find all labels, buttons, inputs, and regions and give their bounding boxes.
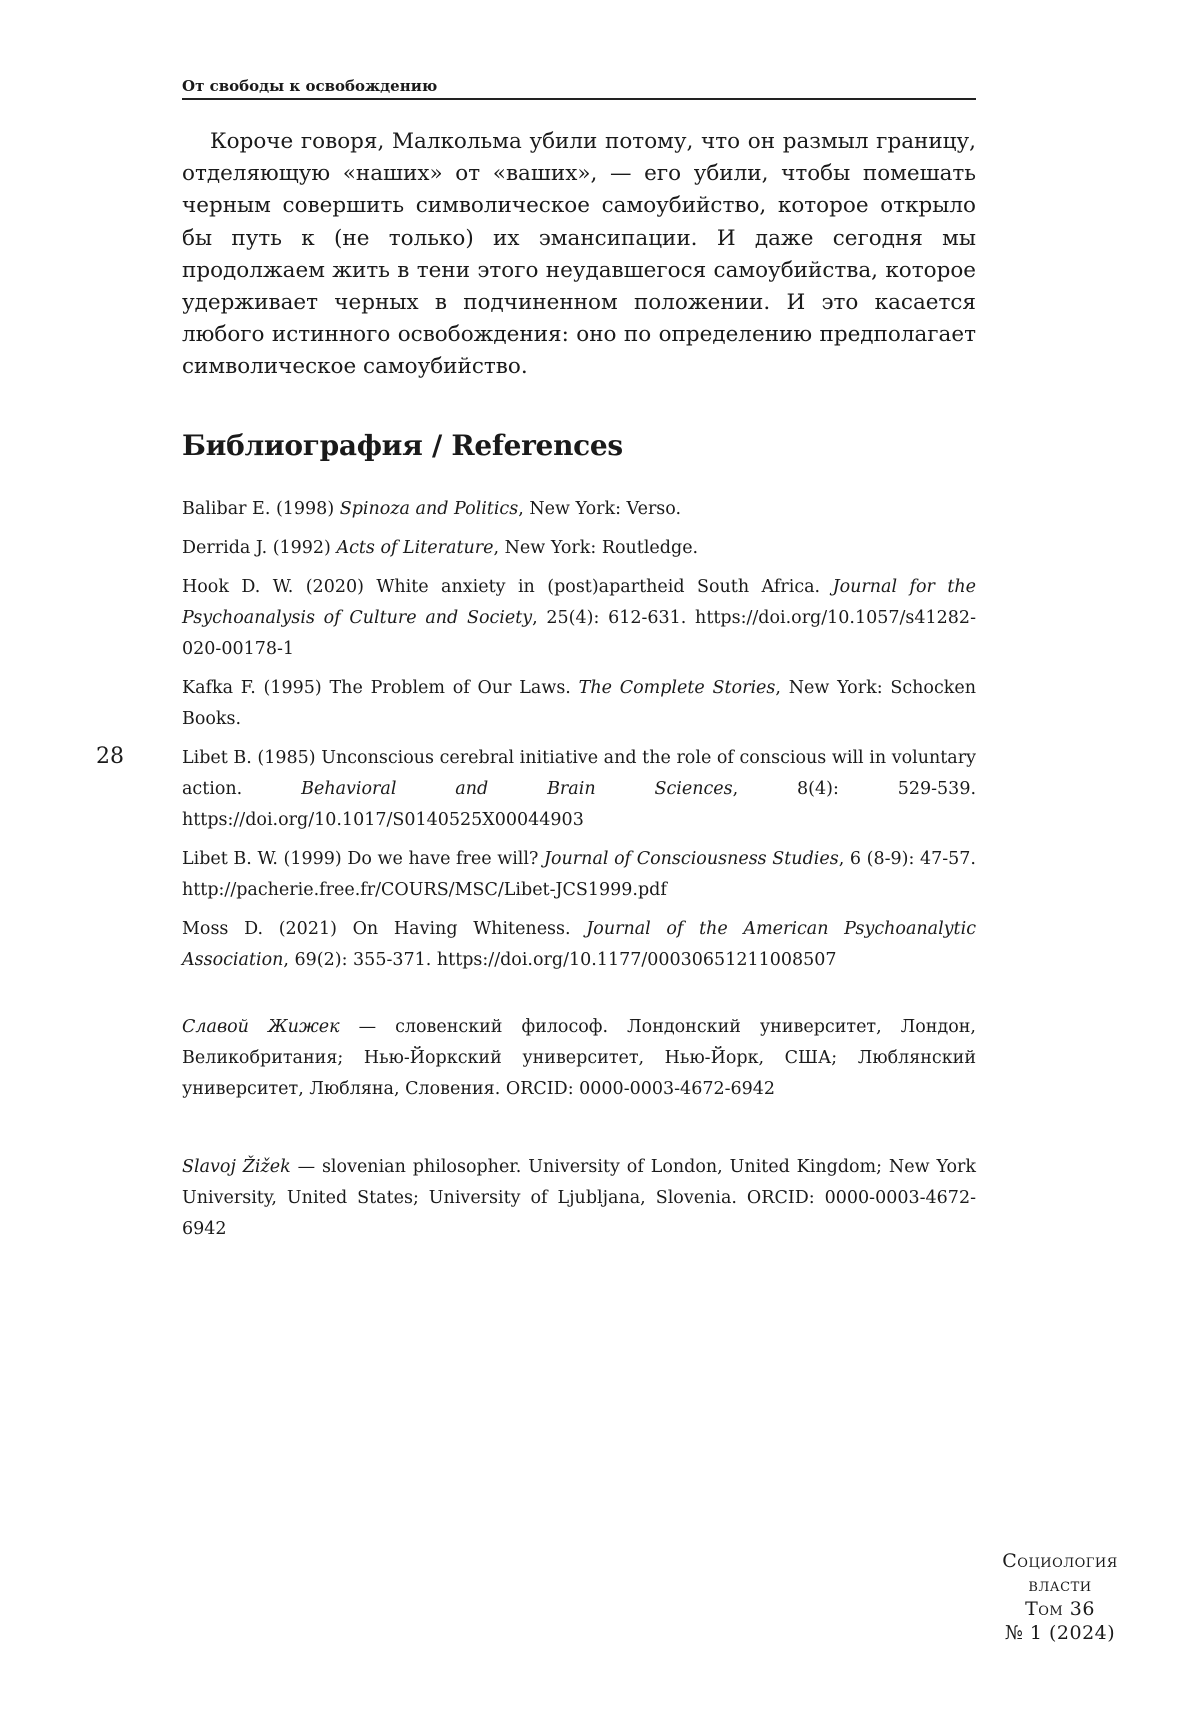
author-name-ru: Славой Жижек [182, 1017, 340, 1037]
page-number: 28 [96, 744, 124, 769]
journal-volume: Том 36 [1025, 1598, 1095, 1620]
author-name-en: Slavoj Žižek [182, 1157, 291, 1177]
body-paragraph: Короче говоря, Малкольма убили потому, что он размыл границу, отделяющую «наших» от «ваших», — его убили, чтобы помешать черным совершить символическое самоубийство, которое открыло бы путь к (не только) их эмансипации. И даже сегодня мы продолжаем жить в тени этого неудавшегося самоубийства, которое удерживает черных в подчиненном положении. И это касается любого истинного освобождения: оно по определению предполагает символическое самоубийство. [182, 129, 976, 380]
journal-title: Социология [1002, 1550, 1118, 1572]
reference-list [182, 494, 976, 984]
reference-item: Libet B. W. (1999) Do we have free will? Journal of Consciousness Studies, 6 (8-9): 47-57. http://pacherie.free.fr/COURS/MSC/Libet-JCS1999.pdf [182, 849, 976, 900]
author-info-ru: Славой Жижек — словенский философ. Лондонский университет, Лондон, Великобритания; Нью-Йоркский университет, Нью-Йорк, США; Люблянский университет, Любляна, Словения. ORCID: 0000-0003-4672-6942 [182, 1017, 976, 1099]
journal-title-2: власти [1028, 1574, 1092, 1596]
bibliography-heading: Библиография / References [182, 429, 623, 462]
reference-item: Hook D. W. (2020) White anxiety in (post)apartheid South Africa. Journal for the Psychoanalysis of Culture and Society, 25(4): 612-631. https://doi.org/10.1057/s41282-020-00178-1 [182, 577, 976, 659]
journal-info [970, 1549, 1150, 1645]
reference-item: Kafka F. (1995) The Problem of Our Laws. The Complete Stories, New York: Schocken Books. [182, 678, 976, 729]
reference-item: Derrida J. (1992) Acts of Literature, New York: Routledge. [182, 538, 699, 558]
reference-item: Moss D. (2021) On Having Whiteness. Journal of the American Psychoanalytic Association, 69(2): 355-371. https://doi.org/10.1177/00030651211008507 [182, 919, 976, 970]
reference-item: Balibar E. (1998) Spinoza and Politics, New York: Verso. [182, 499, 682, 519]
reference-item: Libet B. (1985) Unconscious cerebral initiative and the role of conscious will in voluntary action. Behavioral and Brain Sciences, 8(4): 529-539. https://doi.org/10.1017/S0140525X00044903 [182, 748, 977, 830]
author-info-en: Slavoj Žižek — slovenian philosopher. University of London, United Kingdom; New York University, United States; University of Ljubljana, Slovenia. ORCID: 0000-0003-4672-6942 [182, 1157, 976, 1239]
running-head: От свободы к освобождению [182, 76, 976, 100]
journal-issue: № 1 (2024) [1004, 1622, 1116, 1644]
